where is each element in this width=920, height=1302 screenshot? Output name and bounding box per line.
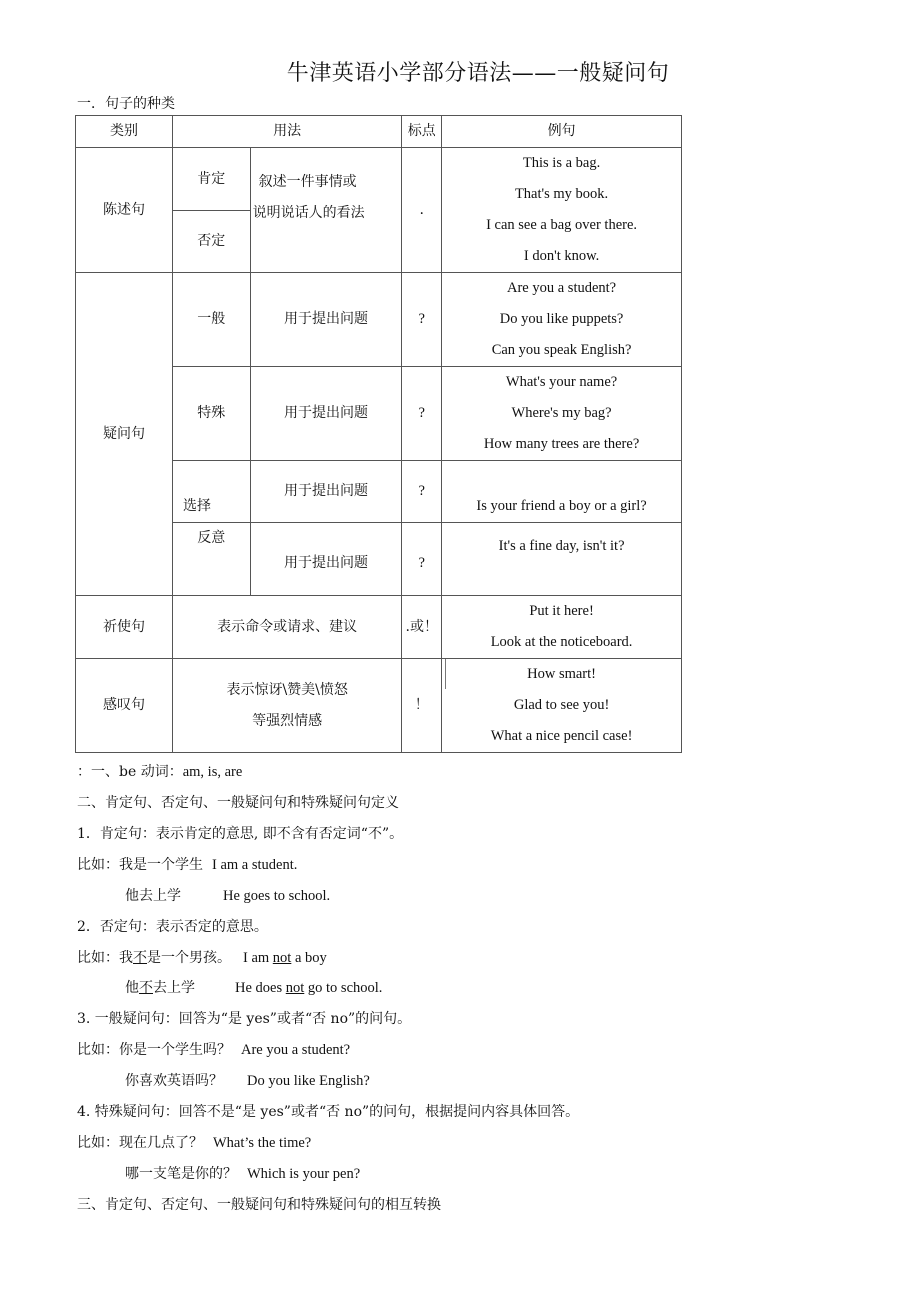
table-row-declarative <box>76 148 682 211</box>
example-label: 比如： <box>77 857 119 873</box>
example-sentence: It's a fine day, isn't it? <box>498 538 625 554</box>
usage-imperative: 表示命令或请求、建议 <box>172 596 401 659</box>
example-chinese: 他去上学 <box>125 888 181 904</box>
example-negative-2 <box>125 977 382 997</box>
usage-line: 表示惊讶\赞美\愤怒 <box>226 681 348 698</box>
example-english: I am <box>243 950 273 966</box>
example-label: 比如： <box>77 1135 119 1151</box>
category-imperative: 祈使句 <box>76 596 173 659</box>
examples-exclamatory <box>442 659 682 753</box>
underlined-not: not <box>272 950 292 966</box>
definition-affirmative: 1．肯定句：表示肯定的意思, 即不含有否定词“不”。 <box>77 826 404 842</box>
example-chinese: 去上学 <box>153 980 195 996</box>
example-special-question-1 <box>77 1132 311 1152</box>
document-title: 牛津英语小学部分语法——一般疑问句 <box>286 61 670 86</box>
example-sentence: How many trees are there? <box>483 436 640 452</box>
example-sentence: What's your name? <box>505 374 618 390</box>
usage-line: 说明说话人的看法 <box>252 205 365 221</box>
usage-choice: 用于提出问题 <box>250 461 402 523</box>
examples-special <box>442 367 682 461</box>
sub-choice: 选择 <box>172 461 250 523</box>
sub-negative: 否定 <box>172 211 250 273</box>
example-sentence: How smart! <box>527 666 596 682</box>
example-chinese: 是一个男孩。 <box>147 950 231 966</box>
example-sentence: Is your friend a boy or a girl? <box>476 498 647 514</box>
examples-declarative <box>442 148 682 273</box>
example-english: go to school. <box>304 980 383 996</box>
example-sentence: Put it here! <box>529 603 594 619</box>
example-chinese: 你是一个学生吗？ <box>119 1042 231 1058</box>
table-row-interrogative-general <box>76 273 682 367</box>
sub-affirmative: 肯定 <box>172 148 250 211</box>
section2-heading: 二、肯定句、否定句、一般疑问句和特殊疑问句定义 <box>77 795 399 811</box>
sub-tag: 反意 <box>172 523 250 596</box>
stray-border-mark <box>445 659 446 689</box>
underlined-negation: 不 <box>139 980 153 996</box>
example-chinese: 他 <box>125 980 139 996</box>
usage-general: 用于提出问题 <box>250 273 402 367</box>
punctuation-imperative: .或！ <box>402 596 442 659</box>
category-exclamatory: 感叹句 <box>76 659 173 753</box>
header-category: 类别 <box>76 116 173 148</box>
example-sentence: Can you speak English? <box>491 342 632 358</box>
definition-negative: 2．否定句：表示否定的意思。 <box>77 919 268 935</box>
example-negative-1 <box>77 947 327 967</box>
header-punctuation: 标点 <box>402 116 442 148</box>
be-verbs-list: am, is, are <box>182 764 243 780</box>
example-english: I am a student. <box>212 857 298 873</box>
table-header-row <box>76 116 682 148</box>
example-special-question-2 <box>125 1163 360 1183</box>
section1-heading: 一．句子的种类 <box>77 96 175 112</box>
example-affirmative-2 <box>125 885 330 905</box>
sub-general: 一般 <box>172 273 250 367</box>
be-verbs-line <box>77 761 242 781</box>
example-sentence: Look at the noticeboard. <box>490 634 633 650</box>
example-english: Which is your pen? <box>247 1166 361 1182</box>
sub-special: 特殊 <box>172 367 250 461</box>
category-interrogative: 疑问句 <box>76 273 173 596</box>
example-label: 比如： <box>77 1042 119 1058</box>
examples-tag <box>442 523 682 596</box>
be-verbs-label: ：一、be 动词： <box>77 764 183 780</box>
punctuation-exclamatory: ！ <box>402 659 442 753</box>
example-english: Are you a student? <box>241 1042 351 1058</box>
example-sentence: Do you like puppets? <box>499 311 624 327</box>
example-sentence: Are you a student? <box>507 280 617 296</box>
example-chinese: 哪一支笔是你的？ <box>125 1166 237 1182</box>
example-sentence: Where's my bag? <box>511 405 612 421</box>
examples-general <box>442 273 682 367</box>
punctuation-special: ? <box>402 367 442 461</box>
example-sentence: What a nice pencil case! <box>490 728 633 744</box>
usage-exclamatory <box>172 659 401 753</box>
underlined-not: not <box>285 980 305 996</box>
punctuation-tag: ? <box>402 523 442 596</box>
example-chinese: 现在几点了？ <box>119 1135 203 1151</box>
definition-general-question: 3. 一般疑问句：回答为“是 yes”或者“否 no”的问句。 <box>77 1011 412 1027</box>
example-sentence: I don't know. <box>523 248 600 264</box>
definition-special-question: 4. 特殊疑问句：回答不是“是 yes”或者“否 no”的问句，根据提问内容具体回答。 <box>77 1104 580 1120</box>
example-chinese: 你喜欢英语吗？ <box>125 1073 223 1089</box>
example-english: Do you like English? <box>247 1073 370 1089</box>
example-english: What’s the time? <box>213 1135 312 1151</box>
examples-imperative <box>442 596 682 659</box>
header-usage: 用法 <box>172 116 401 148</box>
table-row-imperative <box>76 596 682 659</box>
punctuation-choice: ? <box>402 461 442 523</box>
example-affirmative-1 <box>77 854 297 874</box>
example-english: a boy <box>291 950 327 966</box>
sentence-types-table <box>75 115 682 753</box>
table-row-exclamatory <box>76 659 682 753</box>
example-english: He goes to school. <box>223 888 331 904</box>
example-english: He does <box>235 980 286 996</box>
category-declarative: 陈述句 <box>76 148 173 273</box>
usage-declarative <box>250 148 402 273</box>
header-examples: 例句 <box>442 116 682 148</box>
example-label: 比如： <box>77 950 119 966</box>
example-sentence: This is a bag. <box>522 155 601 171</box>
usage-tag: 用于提出问题 <box>250 523 402 596</box>
usage-line: 叙述一件事情或 <box>258 174 357 190</box>
section3-heading: 三、肯定句、否定句、一般疑问句和特殊疑问句的相互转换 <box>77 1197 441 1213</box>
example-general-question-1 <box>77 1039 350 1059</box>
punctuation-general: ? <box>402 273 442 367</box>
example-sentence: That's my book. <box>514 186 609 202</box>
example-chinese: 我是一个学生 <box>119 857 203 873</box>
example-sentence: I can see a bag over there. <box>486 217 638 233</box>
usage-special: 用于提出问题 <box>250 367 402 461</box>
underlined-negation: 不 <box>133 950 147 966</box>
example-chinese: 我 <box>119 950 133 966</box>
punctuation-declarative: . <box>402 148 442 273</box>
example-general-question-2 <box>125 1070 370 1090</box>
usage-line: 等强烈情感 <box>252 712 323 729</box>
example-sentence: Glad to see you! <box>513 697 610 713</box>
examples-choice <box>442 461 682 523</box>
